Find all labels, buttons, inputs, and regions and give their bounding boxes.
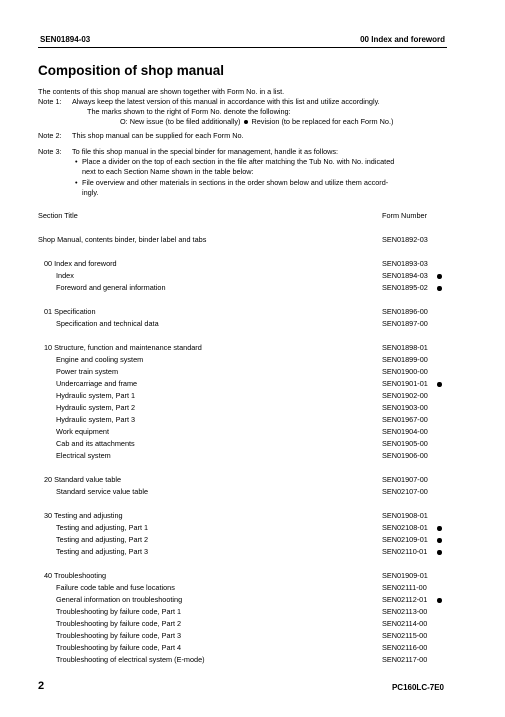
section-title-cell: Electrical system [56, 451, 111, 460]
note-3-bullet-1-line-2: next to each Section Name shown in the table below: [82, 167, 254, 176]
section-title-cell: Testing and adjusting, Part 3 [56, 547, 149, 556]
section-title-cell: General information on troubleshooting [56, 595, 183, 604]
form-number-cell: SEN02117-00 [382, 655, 428, 664]
form-number-cell: SEN02113-00 [382, 607, 428, 616]
form-number-cell: SEN01896-00 [382, 307, 428, 316]
table-row [0, 534, 505, 546]
bullet-icon: • [75, 157, 78, 166]
form-number-cell: SEN02114-00 [382, 619, 428, 628]
form-number-cell: SEN01898-01 [382, 343, 428, 352]
table-row [0, 282, 505, 294]
new-issue-mark-label: O: New issue (to be filed additionally) [120, 117, 241, 126]
note-2-line-1: This shop manual can be supplied for each Form No. [72, 131, 244, 140]
table-row [0, 486, 505, 498]
revision-mark-icon [437, 598, 442, 603]
table-row [0, 594, 505, 606]
form-number-header: Form Number [382, 211, 428, 220]
note-3-bullet-1-line-1: Place a divider on the top of each section in the file after matching the Tub No. with No. indicated [82, 157, 395, 166]
form-number-cell: SEN02110-01 [382, 547, 428, 556]
table-row [0, 582, 505, 594]
revision-mark-icon [437, 550, 442, 555]
revision-mark-icon [437, 286, 442, 291]
section-title-cell: Testing and adjusting, Part 1 [56, 523, 149, 532]
section-title-cell: Troubleshooting by failure code, Part 1 [56, 607, 182, 616]
form-number-cell: SEN01905-00 [382, 439, 428, 448]
section-title-cell: Troubleshooting by failure code, Part 2 [56, 619, 182, 628]
form-number-cell: SEN01892-03 [382, 235, 428, 244]
form-number-cell: SEN01908-01 [382, 511, 428, 520]
table-row [0, 606, 505, 618]
revision-mark-icon [437, 538, 442, 543]
section-title-cell: Work equipment [56, 427, 109, 436]
table-row [0, 318, 505, 330]
section-title-cell: 30 Testing and adjusting [44, 511, 123, 520]
page-title: Composition of shop manual [38, 63, 224, 78]
note-2-label: Note 2: [38, 131, 62, 140]
table-row [0, 618, 505, 630]
table-row [0, 426, 505, 438]
table-row [0, 402, 505, 414]
section-title-cell: Foreword and general information [56, 283, 166, 292]
section-title-cell: Hydraulic system, Part 1 [56, 391, 136, 400]
form-number-cell: SEN01901-01 [382, 379, 428, 388]
section-title-cell: 40 Troubleshooting [44, 571, 107, 580]
section-title-cell: Specification and technical data [56, 319, 159, 328]
form-number-cell: SEN01894-03 [382, 271, 428, 280]
table-row [0, 414, 505, 426]
section-title-cell: Troubleshooting by failure code, Part 3 [56, 631, 182, 640]
form-number-cell: SEN02107-00 [382, 487, 428, 496]
table-row [0, 258, 505, 270]
section-title-cell: Shop Manual, contents binder, binder label and tabs [38, 235, 207, 244]
page-number: 2 [38, 680, 45, 692]
table-row [0, 306, 505, 318]
table-row [0, 390, 505, 402]
revision-mark-icon [437, 526, 442, 531]
note-1-marks-line [120, 117, 393, 127]
section-title-cell: 00 Index and foreword [44, 259, 117, 268]
table-row [0, 438, 505, 450]
section-title-cell: Hydraulic system, Part 3 [56, 415, 136, 424]
section-title-header: Section Title [38, 211, 78, 220]
table-row [0, 474, 505, 486]
section-title-cell: Power train system [56, 367, 119, 376]
form-number-cell: SEN01897-00 [382, 319, 428, 328]
table-row [0, 642, 505, 654]
model-code: PC160LC-7E0 [391, 683, 444, 692]
section-title-cell: Troubleshooting of electrical system (E-mode) [56, 655, 205, 664]
section-title-cell: Troubleshooting by failure code, Part 4 [56, 643, 182, 652]
section-title-cell: Engine and cooling system [56, 355, 144, 364]
note-1-label: Note 1: [38, 97, 62, 106]
table-row [0, 342, 505, 354]
note-3-bullet-2-line-2: ingly. [82, 188, 99, 197]
form-number-cell: SEN02111-00 [382, 583, 427, 592]
section-title-cell: 20 Standard value table [44, 475, 122, 484]
table-row [0, 354, 505, 366]
form-number-cell: SEN01893-03 [382, 259, 428, 268]
section-title-cell: Cab and its attachments [56, 439, 135, 448]
table-row [0, 450, 505, 462]
form-number-cell: SEN02115-00 [382, 631, 428, 640]
note-1-line-2: The marks shown to the right of Form No. denote the following: [87, 107, 291, 116]
header-rule [38, 47, 447, 48]
table-row [0, 366, 505, 378]
note-3-label: Note 3: [38, 147, 62, 156]
form-number-cell: SEN01903-00 [382, 403, 428, 412]
revision-mark-icon [437, 382, 442, 387]
form-number-cell: SEN01967-00 [382, 415, 428, 424]
form-number-cell: SEN02109-01 [382, 535, 428, 544]
revision-dot-icon [244, 120, 248, 124]
form-number-cell: SEN01909-01 [382, 571, 428, 580]
form-number-cell: SEN01906-00 [382, 451, 428, 460]
section-title-cell: Testing and adjusting, Part 2 [56, 535, 149, 544]
table-row [0, 234, 505, 246]
section-title-cell: 01 Specification [44, 307, 96, 316]
form-number-cell: SEN01895-02 [382, 283, 428, 292]
table-row [0, 378, 505, 390]
table-row [0, 570, 505, 582]
form-number-cell: SEN01907-00 [382, 475, 428, 484]
table-row [0, 270, 505, 282]
table-row [0, 522, 505, 534]
note-3-line-1: To file this shop manual in the special binder for management, handle it as follows: [72, 147, 339, 156]
section-header: 00 Index and foreword [360, 35, 445, 44]
intro-text: The contents of this shop manual are shown together with Form No. in a list. [38, 87, 285, 96]
table-row [0, 546, 505, 558]
note-1-line-1: Always keep the latest version of this manual in accordance with this list and utilize accordingly. [72, 97, 380, 106]
form-number-cell: SEN01899-00 [382, 355, 428, 364]
form-number-cell: SEN02116-00 [382, 643, 428, 652]
form-number-cell: SEN01904-00 [382, 427, 428, 436]
note-3-bullet-2-line-1: File overview and other materials in sections in the order shown below and utilize them accord- [82, 178, 389, 187]
revision-mark-icon [437, 274, 442, 279]
section-title-cell: Failure code table and fuse locations [56, 583, 175, 592]
form-number-cell: SEN01902-00 [382, 391, 428, 400]
section-title-cell: Standard service value table [56, 487, 149, 496]
section-title-cell: 10 Structure, function and maintenance standard [44, 343, 202, 352]
form-number-cell: SEN02112-01 [382, 595, 428, 604]
table-row [0, 510, 505, 522]
section-title-cell: Undercarriage and frame [56, 379, 138, 388]
section-title-cell: Hydraulic system, Part 2 [56, 403, 136, 412]
document-code: SEN01894-03 [40, 35, 91, 44]
form-number-cell: SEN02108-01 [382, 523, 428, 532]
revision-mark-label: Revision (to be replaced for each Form No.) [251, 117, 394, 126]
bullet-icon: • [75, 178, 78, 187]
table-row [0, 630, 505, 642]
table-row [0, 654, 505, 666]
section-title-cell: Index [56, 271, 74, 280]
form-number-cell: SEN01900-00 [382, 367, 428, 376]
